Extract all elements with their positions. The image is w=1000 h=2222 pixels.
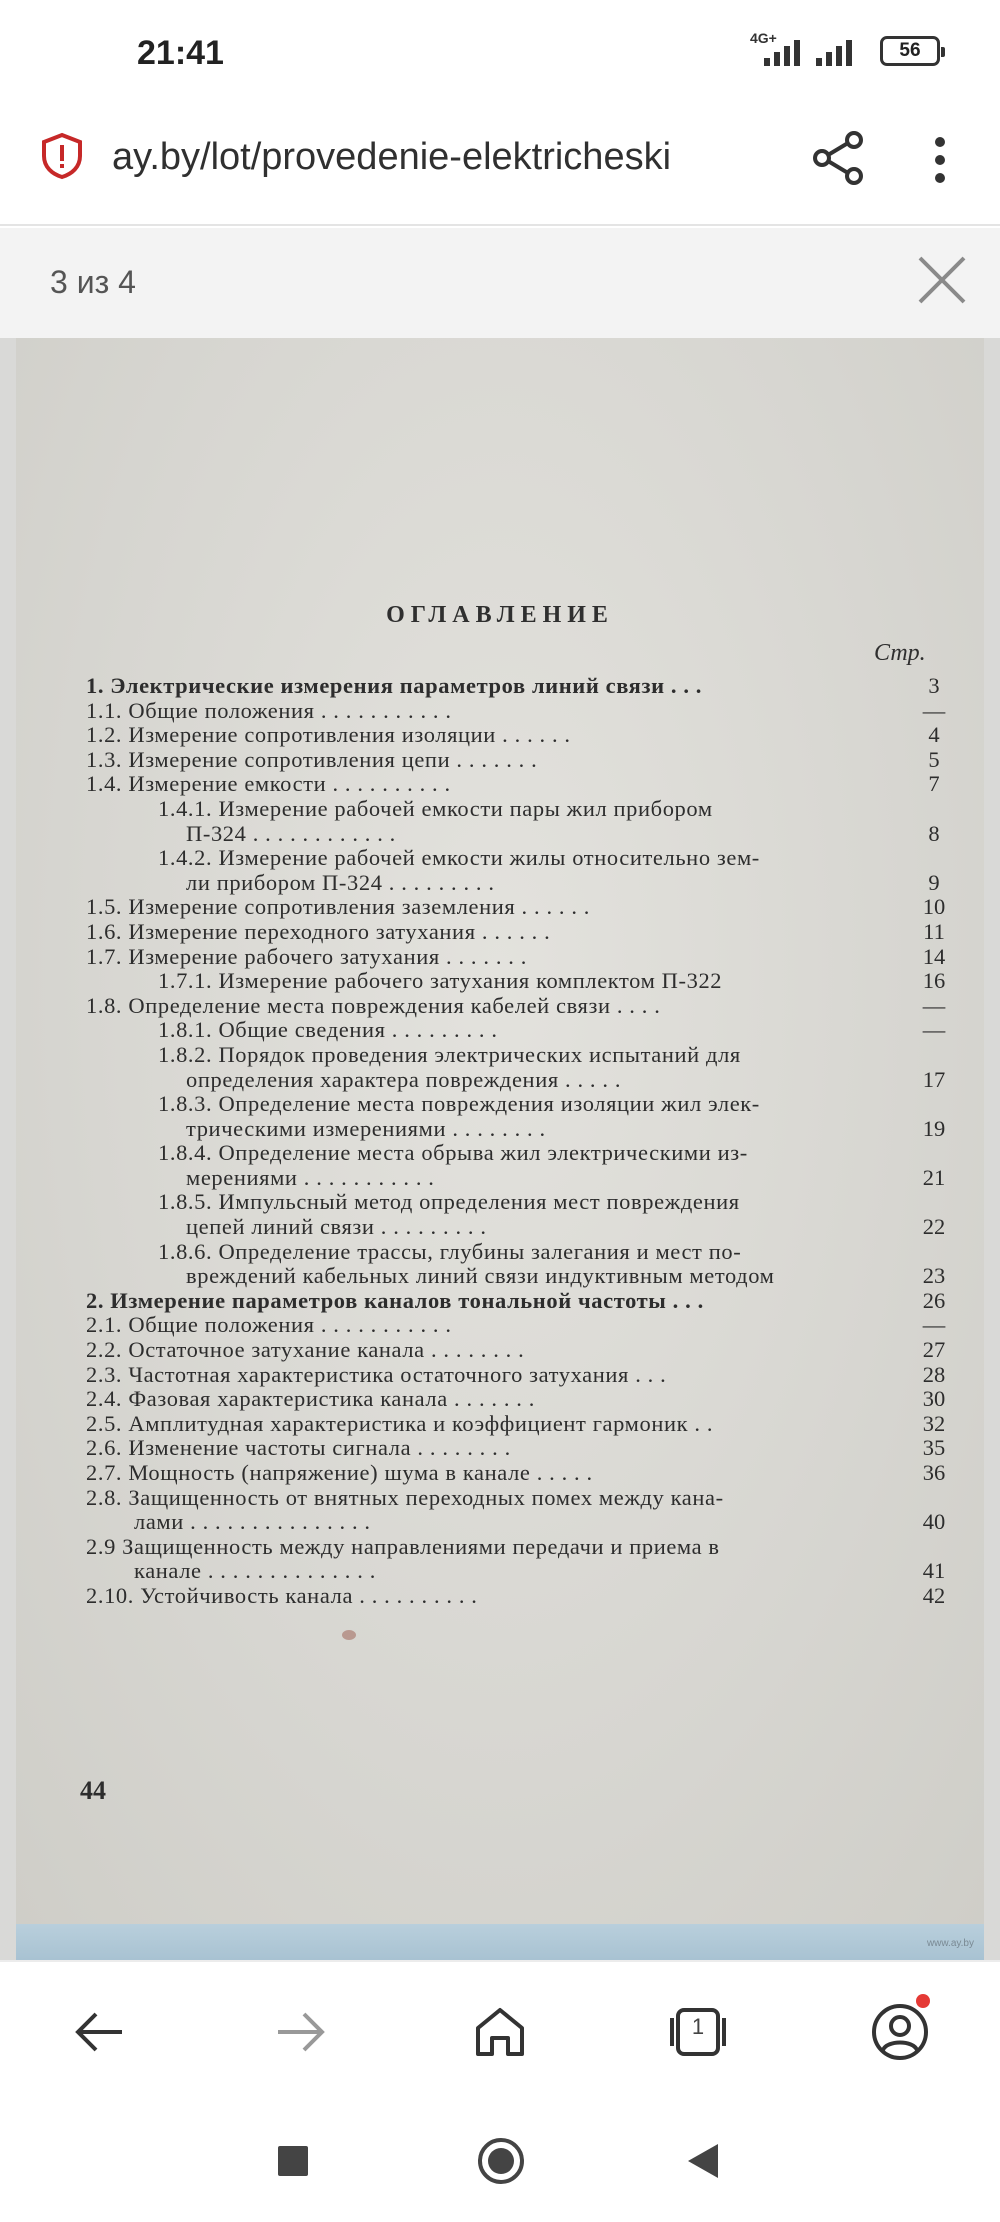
- toc-entry: 2.3. Частотная характеристика остаточного затухания . . . 28: [86, 1361, 946, 1387]
- recents-icon[interactable]: [278, 2146, 308, 2176]
- toc-entry: 2.5. Амплитудная характеристика и коэффициент гармоник . . 32: [86, 1410, 946, 1436]
- toc-title: ОГЛАВЛЕНИЕ: [386, 602, 614, 628]
- toc-entry: 1.8.5. Импульсный метод определения мест повреждения: [158, 1190, 740, 1215]
- system-nav-bar: [0, 2102, 1000, 2222]
- toc-entry: 1.1. Общие положения . . . . . . . . . . . —: [86, 697, 946, 723]
- toc-entry: канале . . . . . . . . . . . . . . 41: [134, 1558, 946, 1584]
- toc-entry: 1.8.2. Порядок проведения электрических испытаний для: [158, 1042, 741, 1067]
- toc-entry: 1.4.2. Измерение рабочей емкости жилы относительно зем-: [158, 846, 760, 871]
- browser-toolbar: [0, 1960, 1000, 2102]
- toc-entry: 1.8. Определение места повреждения кабелей связи . . . . —: [86, 992, 946, 1018]
- status-time: 21:41: [137, 34, 224, 72]
- page-number: 44: [80, 1776, 106, 1805]
- photo-viewer[interactable]: [0, 338, 1000, 1960]
- toc-entry: 1.8.4. Определение места обрыва жил электрическими из-: [158, 1141, 748, 1166]
- toc-entry: 1. Электрические измерения параметров линий связи . . . 3: [86, 673, 940, 698]
- url-bar: [0, 100, 1000, 226]
- gallery-counter: 3 из 4: [50, 264, 136, 300]
- close-icon[interactable]: [914, 252, 970, 308]
- toc-entry: 2.6. Изменение частоты сигнала . . . . . . . . 35: [86, 1435, 946, 1461]
- back-triangle-icon[interactable]: [688, 2144, 718, 2178]
- home-icon[interactable]: [468, 2000, 532, 2064]
- toc-entry: определения характера повреждения . . . . . 17: [186, 1066, 946, 1092]
- toc-entry: 2.8. Защищенность от внятных переходных помех между кана-: [86, 1485, 724, 1510]
- toc-entry: 1.2. Измерение сопротивления изоляции . . . . . . 4: [86, 722, 940, 748]
- toc-entry: 2.7. Мощность (напряжение) шума в канале . . . . . 36: [86, 1460, 946, 1485]
- toc-entry: лами . . . . . . . . . . . . . . . 40: [134, 1509, 946, 1535]
- toc-entry: 2.4. Фазовая характеристика канала . . . . . . . 30: [86, 1386, 946, 1412]
- status-bar: [0, 0, 1000, 100]
- tabs-button[interactable]: [666, 2000, 730, 2064]
- battery-icon: [880, 36, 940, 66]
- toc-entry: 1.7.1. Измерение рабочего затухания комплектом П-322 16: [158, 968, 946, 994]
- toc-page-header: Стр.: [874, 640, 926, 666]
- toc-entry: 2.9 Защищенность между направлениями передачи и приема в: [86, 1534, 720, 1559]
- more-vert-icon[interactable]: [920, 130, 960, 190]
- toc-list: [86, 674, 960, 1609]
- url-text[interactable]: ay.by/lot/provedenie-elektricheski: [112, 136, 672, 178]
- toc-entry: 1.7. Измерение рабочего затухания . . . . . . . 14: [86, 943, 946, 969]
- toc-entry: 1.4.1. Измерение рабочей емкости пары жил прибором: [158, 796, 713, 821]
- toc-entry: 1.5. Измерение сопротивления заземления . . . . . . 10: [86, 894, 946, 920]
- toc-entry: ли прибором П-324 . . . . . . . . . 9: [186, 869, 940, 895]
- share-icon[interactable]: [808, 128, 868, 188]
- signal-4g-icon: [750, 30, 802, 66]
- toc-entry: 2. Измерение параметров каналов тональной частоты . . . 26: [86, 1287, 946, 1313]
- toc-entry: цепей линий связи . . . . . . . . . 22: [186, 1214, 946, 1240]
- network-type-label: 4G+: [750, 30, 777, 46]
- account-button[interactable]: [868, 2000, 932, 2064]
- toc-entry: 2.10. Устойчивость канала . . . . . . . . . . 42: [86, 1582, 946, 1608]
- toc-entry: 1.8.6. Определение трассы, глубины залегания и мест по-: [158, 1239, 742, 1264]
- toc-entry: 2.2. Остаточное затухание канала . . . . . . . . 27: [86, 1337, 946, 1363]
- signal-icon: [816, 36, 866, 66]
- status-icons: [750, 30, 940, 66]
- toc-entry: трическими измерениями . . . . . . . . 19: [186, 1115, 946, 1141]
- alert-shield-icon[interactable]: [40, 132, 84, 180]
- tab-count: 1: [691, 2014, 705, 2039]
- toc-entry: 1.4. Измерение емкости . . . . . . . . . . 7: [86, 771, 940, 797]
- toc-entry: 1.6. Измерение переходного затухания . . . . . . 11: [86, 918, 945, 944]
- paper-stain: [342, 1630, 356, 1640]
- toc-entry: 1.3. Измерение сопротивления цепи . . . . . . . 5: [86, 746, 940, 772]
- toc-entry: П-324 . . . . . . . . . . . . 8: [186, 820, 940, 846]
- toc-entry: мерениями . . . . . . . . . . . 21: [186, 1164, 946, 1190]
- toc-entry: 1.8.1. Общие сведения . . . . . . . . . —: [158, 1017, 946, 1043]
- toc-entry: 2.1. Общие положения . . . . . . . . . . . —: [86, 1312, 946, 1338]
- arrow-left-icon[interactable]: [68, 2000, 132, 2064]
- home-circle-icon[interactable]: [478, 2138, 524, 2184]
- account-icon: [868, 2000, 932, 2064]
- url-fade: [730, 130, 790, 186]
- notification-dot: [916, 1994, 930, 2008]
- photo-background-strip: [16, 1924, 984, 1960]
- toc-entry: вреждений кабельных линий связи индуктивным методом 23: [186, 1263, 946, 1289]
- battery-level: 56: [899, 40, 921, 61]
- toc-entry: 1.8.3. Определение места повреждения изоляции жил элек-: [158, 1092, 760, 1117]
- document-photo: [16, 338, 984, 1926]
- watermark: www.ay.by: [926, 1938, 974, 1949]
- arrow-right-icon[interactable]: [268, 2000, 332, 2064]
- gallery-header: [0, 228, 1000, 338]
